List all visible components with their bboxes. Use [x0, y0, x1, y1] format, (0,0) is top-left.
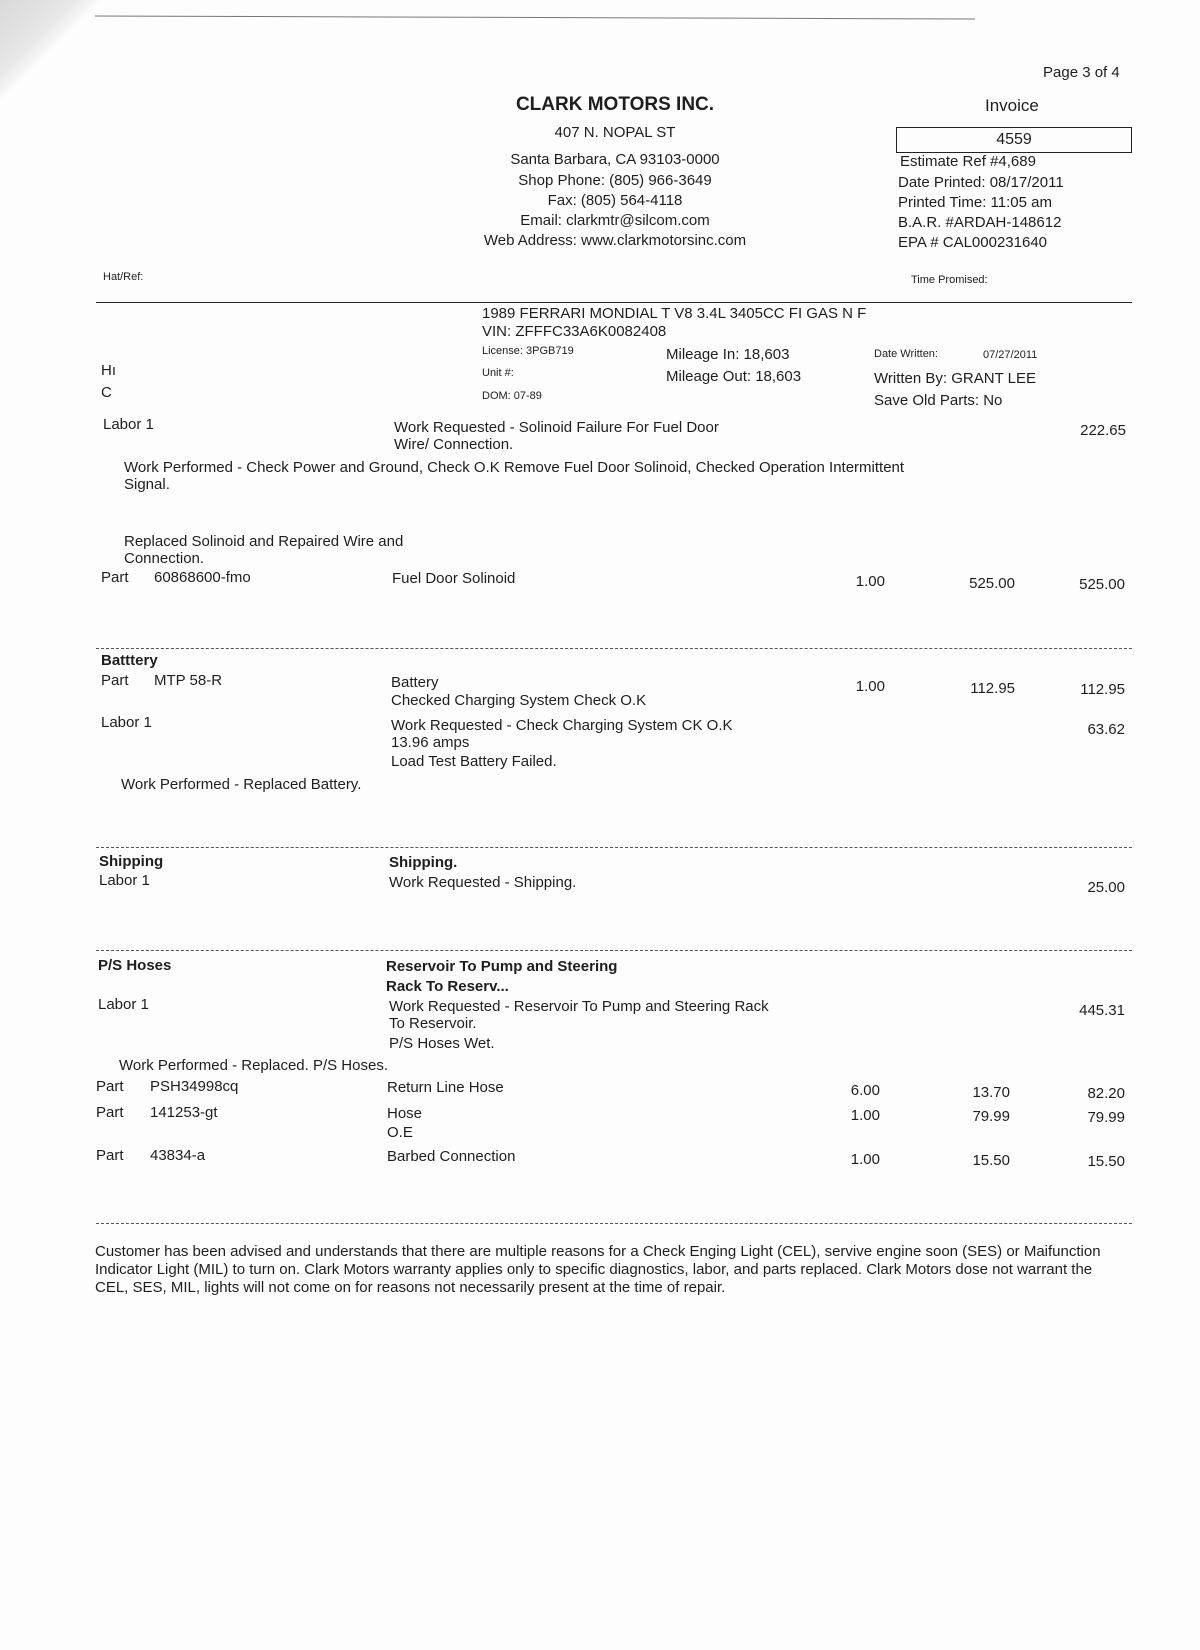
work-performed-cont: Signal.	[124, 476, 170, 493]
mileage-in: Mileage In: 18,603	[666, 346, 790, 363]
work-performed: Work Performed - Replaced. P/S Hoses.	[119, 1057, 388, 1074]
section-divider	[96, 847, 1132, 848]
work-performed: Work Performed - Check Power and Ground, Check O.K Remove Fuel Door Solinoid, Checked Operation Intermittent	[124, 459, 905, 476]
labor-label: Labor 1	[103, 416, 154, 433]
company-city: Santa Barbara, CA 93103-0000	[510, 151, 720, 168]
section-divider	[96, 950, 1132, 951]
work-requested: Work Requested - Reservoir To Pump and Steering Rack	[389, 998, 769, 1015]
date-written: 07/27/2011	[983, 349, 1038, 361]
labor-label: Labor 1	[101, 714, 152, 731]
part-price: 112.95	[970, 680, 1015, 697]
part-description: Fuel Door Solinoid	[392, 570, 516, 587]
part-description: Barbed Connection	[387, 1148, 516, 1165]
part-qty: 6.00	[850, 1082, 880, 1099]
company-fax: Fax: (805) 564-4118	[547, 192, 683, 209]
work-requested-cont: To Reservoir.	[389, 1015, 477, 1032]
part-total: 112.95	[1080, 681, 1125, 698]
replaced-note-cont: Connection.	[124, 550, 205, 567]
part-number: MTP 58-R	[154, 672, 223, 689]
vehicle-license: License: 3PGB719	[482, 345, 574, 357]
mileage-out: Mileage Out: 18,603	[666, 368, 802, 385]
ps-title-cont: Rack To Reserv...	[386, 978, 509, 995]
save-old-parts: Save Old Parts: No	[874, 392, 1003, 409]
part-total: 15.50	[1087, 1153, 1125, 1170]
part-number: 43834-a	[150, 1147, 206, 1164]
estimate-ref: Estimate Ref #4,689	[900, 153, 1036, 170]
printed-time: Printed Time: 11:05 am	[898, 194, 1052, 211]
labor-amount: 222.65	[1080, 422, 1126, 439]
hat-ref-label: Hat/Ref:	[103, 271, 144, 283]
replaced-note: Replaced Solinoid and Repaired Wire and	[124, 533, 404, 550]
work-performed: Work Performed - Replaced Battery.	[121, 776, 362, 793]
section-divider	[96, 648, 1132, 649]
company-web: Web Address: www.clarkmotorsinc.com	[483, 232, 747, 249]
part-price: 525.00	[969, 575, 1015, 592]
part-description: Return Line Hose	[387, 1079, 504, 1096]
work-requested: Work Requested - Solinoid Failure For Fuel Door	[394, 419, 719, 436]
work-requested: Work Requested - Shipping.	[389, 874, 577, 891]
shipping-title: Shipping.	[389, 854, 458, 871]
load-test-note: Load Test Battery Failed.	[391, 753, 557, 770]
amps-reading: 13.96 amps	[391, 734, 470, 751]
company-phone: Shop Phone: (805) 966-3649	[518, 172, 712, 189]
written-by: Written By: GRANT LEE	[874, 370, 1036, 387]
part-note: Checked Charging System Check O.K	[391, 692, 647, 709]
part-note: O.E	[387, 1124, 413, 1141]
part-number: PSH34998cq	[150, 1078, 239, 1095]
part-total: 79.99	[1087, 1109, 1125, 1126]
page-number: Page 3 of 4	[1043, 64, 1120, 81]
part-label: Part	[96, 1078, 124, 1095]
part-qty: 1.00	[855, 573, 885, 590]
part-description: Battery	[391, 674, 439, 691]
ps-title: Reservoir To Pump and Steering	[386, 958, 618, 975]
date-written-label: Date Written:	[874, 348, 938, 360]
part-price: 15.50	[972, 1152, 1010, 1169]
work-requested-cont: Wire/ Connection.	[394, 436, 514, 453]
scan-line	[95, 15, 975, 19]
labor-amount: 63.62	[1087, 721, 1125, 738]
part-qty: 1.00	[855, 678, 885, 695]
part-description: Hose	[387, 1105, 423, 1122]
company-name: CLARK MOTORS INC.	[515, 94, 715, 115]
warranty-disclaimer: Customer has been advised and understands that there are multiple reasons for a Check Enging Light (CEL), servive engine soon (SES) or Maifunction Indicator Light (MIL) to turn on. Clark Motors warranty applies only to specific diagnostics, labor, and parts replaced. Clark Motors dose not warrant the CEL, SES, MIL, lights will not come on for reasons not necessarily present at the time of repair.	[95, 1243, 1101, 1296]
header-divider	[96, 302, 1132, 303]
section-heading-shipping: Shipping	[99, 853, 164, 870]
customer-initial-h: Hı	[101, 362, 116, 379]
company-street: 407 N. NOPAL ST	[554, 124, 676, 141]
time-promised-label: Time Promised:	[911, 274, 988, 286]
vehicle-dom: DOM: 07-89	[482, 390, 542, 402]
part-label: Part	[96, 1147, 124, 1164]
vehicle-description: 1989 FERRARI MONDIAL T V8 3.4L 3405CC FI GAS N F	[482, 305, 867, 322]
labor-amount: 445.31	[1079, 1002, 1125, 1019]
part-total: 82.20	[1087, 1085, 1125, 1102]
section-heading-battery: Batttery	[101, 652, 158, 669]
labor-label: Labor 1	[99, 872, 150, 889]
part-number: 141253-gt	[150, 1104, 218, 1121]
page-fold-shadow	[0, 0, 100, 100]
invoice-number: 4559	[896, 127, 1132, 153]
customer-initial-c: C	[101, 384, 112, 401]
part-label: Part	[96, 1104, 124, 1121]
invoice-label: Invoice	[985, 96, 1039, 115]
part-qty: 1.00	[850, 1107, 880, 1124]
work-requested: Work Requested - Check Charging System CK O.K	[391, 717, 733, 734]
part-number: 60868600-fmo	[154, 569, 251, 586]
part-price: 13.70	[972, 1084, 1010, 1101]
labor-label: Labor 1	[98, 996, 149, 1013]
work-requested-note: P/S Hoses Wet.	[389, 1035, 495, 1052]
part-label: Part	[101, 569, 129, 586]
vehicle-unit: Unit #:	[482, 367, 514, 379]
section-heading-ps-hoses: P/S Hoses	[98, 957, 172, 974]
vehicle-vin: VIN: ZFFFC33A6K0082408	[482, 323, 667, 340]
part-qty: 1.00	[850, 1151, 880, 1168]
labor-amount: 25.00	[1087, 879, 1125, 896]
part-total: 525.00	[1079, 576, 1125, 593]
bar-number: B.A.R. #ARDAH-148612	[898, 214, 1062, 231]
epa-number: EPA # CAL000231640	[898, 234, 1048, 251]
section-divider	[96, 1223, 1132, 1224]
date-printed: Date Printed: 08/17/2011	[898, 174, 1064, 191]
part-price: 79.99	[972, 1108, 1010, 1125]
part-label: Part	[101, 672, 129, 689]
company-email: Email: clarkmtr@silcom.com	[520, 212, 710, 229]
